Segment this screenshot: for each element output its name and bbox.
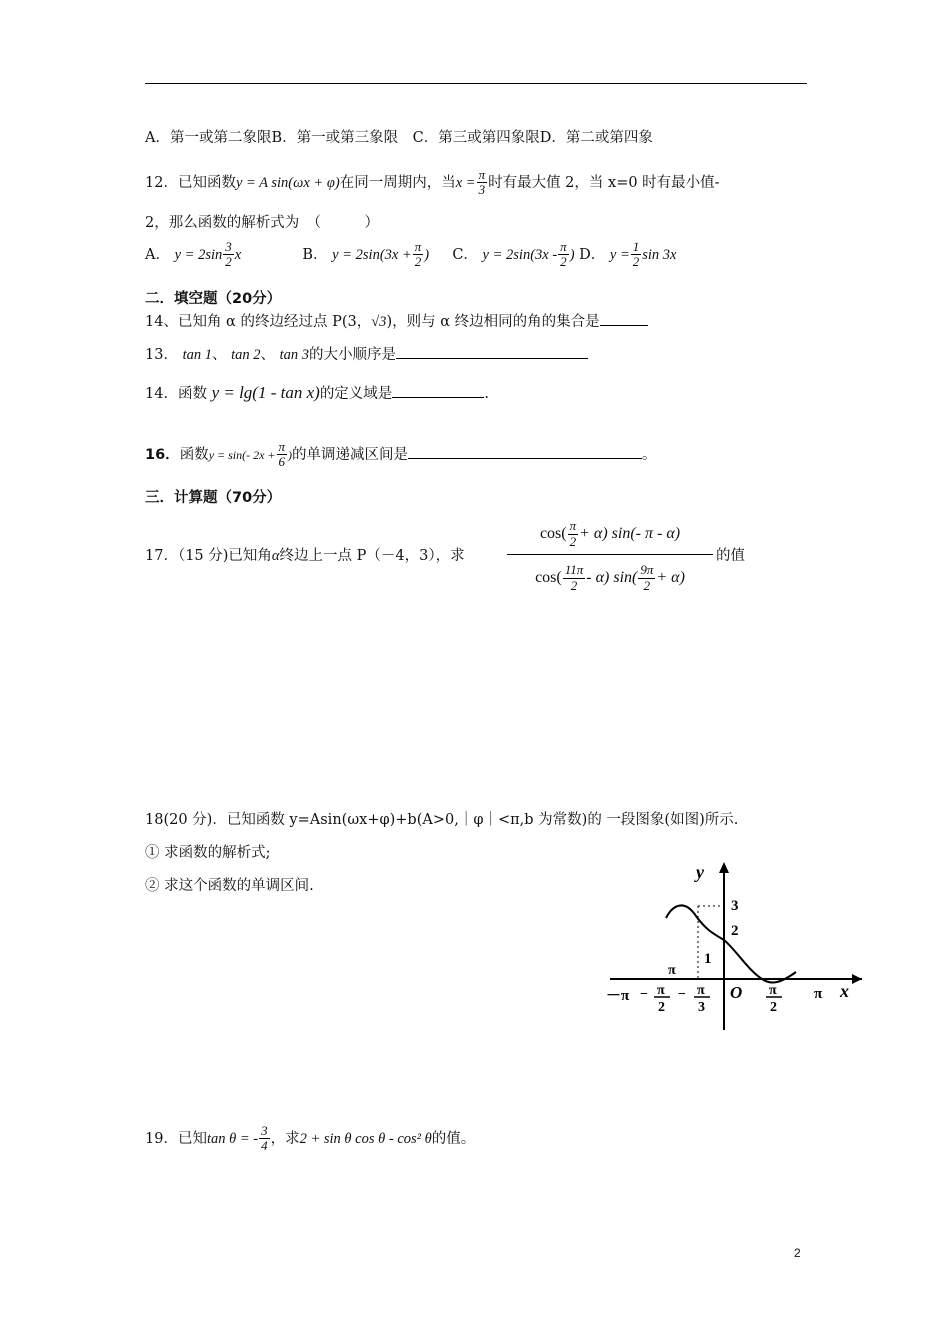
y-tick-1: 1 [704, 951, 712, 967]
choice-a-var: x [234, 246, 242, 263]
q17-post: 的值 [716, 548, 745, 564]
q17-pre: 17．（15 分)已知角 [145, 548, 272, 564]
sqrt-three: √3 [371, 314, 387, 330]
choice-a-fraction: $\frac{3}{2}$ [225, 239, 232, 270]
x-tick-neg-pi3-den: 3 [698, 1000, 705, 1015]
x-tick-neg-pi2-num: π [657, 983, 665, 998]
q17-denominator: cos( $\frac{11\pi}{2}$ - α) sin( $\frac{9\pi}{2}$ + α) [535, 562, 685, 593]
origin-label: O [730, 983, 743, 1002]
q13-number: 13． [145, 347, 178, 363]
q13 [145, 343, 588, 364]
choice-d-label: D． [579, 246, 606, 263]
alpha: α [271, 548, 280, 564]
answer-blank [396, 357, 588, 359]
q16-function: y = sin(- 2x + [208, 447, 276, 462]
choice-c-close: ) [569, 246, 575, 263]
choice-a-expr: y = 2sin [174, 246, 223, 263]
sine-graph [600, 858, 870, 1038]
x-tick-neg-pi2-minus: − [640, 987, 648, 1002]
q12-prefix: 12．已知函数 [145, 174, 236, 191]
q19-tan: tan θ = - [206, 1130, 259, 1147]
page-number: 2 [794, 1246, 801, 1260]
tan3: tan 3 [279, 347, 309, 363]
q12-fraction: $\frac{\pi}{3}$ [478, 167, 486, 198]
section-calc-heading: 三．计算题（70分） [145, 490, 282, 506]
answer-blank [392, 396, 484, 398]
tan1: tan 1 [182, 347, 212, 363]
x-tick-neg-pi2-den: 2 [658, 1000, 665, 1015]
choice-b-expr: y = 2sin(3x + [332, 246, 412, 263]
x-axis-arrow [852, 974, 862, 984]
choice-d-fraction: $\frac{1}{2}$ [632, 239, 640, 270]
q19-mid: ，求 [270, 1130, 300, 1147]
q16-fraction: $\frac{\pi}{6}$ [278, 439, 286, 470]
answer-blank [600, 324, 648, 326]
choice-c-expr: y = 2sin(3x - [482, 246, 558, 263]
choice-d-expr: y = [609, 246, 630, 263]
q14-domain-text: 的定义域是 [319, 386, 393, 402]
q18-part1: ① 求函数的解析式; [145, 845, 271, 861]
choice-b-fraction: $\frac{\pi}{2}$ [414, 239, 422, 270]
q18-part2: ② 求这个函数的单调区间. [145, 878, 314, 894]
q14-angle [145, 310, 648, 331]
q17-mid: 终边上一点 P（－4，3），求 [279, 548, 465, 564]
separator: 、 [211, 347, 227, 363]
q14-domain [145, 382, 489, 403]
q19-pre: 19．已知 [145, 1130, 207, 1147]
q14-function: y = lg(1 - tan x) [211, 383, 320, 402]
q16-text: 的单调递减区间是 [292, 446, 409, 463]
q17-big-fraction [507, 514, 713, 601]
y-axis-label: y [696, 862, 704, 882]
x-tick-pi: π [814, 986, 823, 1002]
q19-expression: 2 + sin θ cos θ - cos² θ [299, 1130, 432, 1147]
period: . [484, 386, 489, 402]
choice-a-label: A． [145, 246, 170, 263]
q17-numerator: cos( $\frac{\pi}{2}$ + α) sin(- π - α) [507, 514, 713, 555]
q14-angle-text1: 14、已知角 α 的终边经过点 P(3， [145, 314, 372, 330]
q13-text: 的大小顺序是 [309, 347, 396, 363]
separator: 、 [260, 347, 275, 363]
q14-angle-text2: )，则与 α 终边相同的角的集合是 [386, 314, 600, 330]
choice-d-tail: sin 3x [642, 246, 677, 263]
answer-blank [408, 457, 642, 459]
q16-number: 16． [145, 446, 180, 463]
x-tick-pi2-num: π [769, 983, 777, 998]
x-tick-neg-pi3-minus: − [678, 987, 686, 1002]
q19-post: 的值。 [431, 1130, 476, 1147]
q12-suffix: 时有最大值 2，当 x=0 时有最小值- [488, 174, 720, 191]
q12-mid: 在同一周期内，当 [339, 174, 456, 191]
q16-close: ) [288, 447, 293, 462]
q19 [145, 1124, 475, 1154]
choice-c-fraction: $\frac{\pi}{2}$ [560, 239, 567, 270]
q17-text [145, 544, 465, 565]
y-tick-3: 3 [731, 898, 739, 914]
choice-c-label: C． [452, 246, 478, 263]
q12-function: y = A sin(ωx + φ) [235, 174, 340, 191]
pi-label: π [668, 963, 676, 978]
q12-line1 [145, 168, 720, 198]
q19-fraction: $\frac{3}{4}$ [261, 1123, 268, 1154]
q16-pre: 函数 [179, 446, 209, 463]
x-axis-label: x [840, 981, 849, 1001]
q14-domain-number: 14．函数 [145, 386, 207, 402]
q12-x-eq: x = [455, 174, 476, 191]
y-tick-2: 2 [731, 923, 739, 939]
period: 。 [642, 446, 657, 463]
header-rule [145, 83, 807, 84]
q18-line1: 18(20 分)．已知函数 y=Asin(ωx+φ)+b(A>0,｜φ｜<π,b 为常数)的 一段图象(如图)所示. [145, 812, 739, 828]
q12-choices [145, 240, 676, 270]
choice-b-label: B． [302, 246, 328, 263]
q12-line2: 2，那么函数的解析式为 （ ） [145, 215, 379, 231]
sine-curve [666, 905, 796, 982]
x-tick-neg-pi: －π [606, 988, 630, 1004]
q11-options: A．第一或第二象限B．第一或第三象限 C．第三或第四象限D．第二或第四象 [145, 130, 653, 146]
section-fill-in-heading: 二．填空题（20分） [145, 291, 282, 307]
y-axis-arrow [719, 862, 729, 873]
tan2: tan 2 [231, 347, 261, 363]
x-tick-pi2-den: 2 [770, 1000, 777, 1015]
q16 [145, 440, 657, 470]
x-tick-neg-pi3-num: π [697, 983, 705, 998]
choice-b-close: ) [424, 246, 430, 263]
